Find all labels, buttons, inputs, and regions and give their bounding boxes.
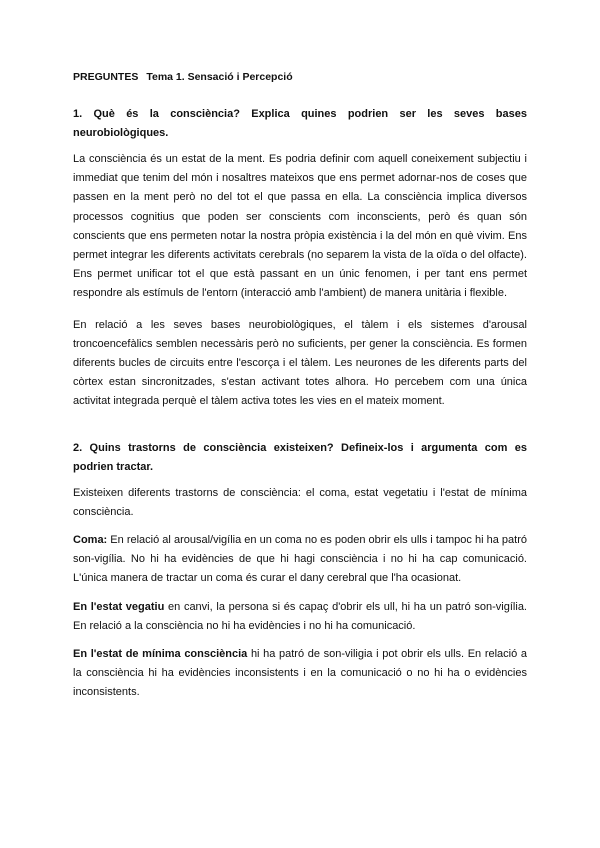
vegetative-text: en canvi, la persona si és capaç d'obrir els ull, hi ha un patró son-vigília. En relació a la consciència no hi ha evidències i no hi ha comunicació.: [73, 600, 527, 632]
minimal-consciousness-paragraph: [73, 645, 527, 703]
question-2-intro: Existeixen diferents trastorns de consciència: el coma, estat vegetatiu i l'estat de mínima consciència.: [73, 486, 527, 518]
question-2-title: 2. Quins trastorns de consciència existeixen? Defineix-los i argumenta com es podrien tractar.: [73, 441, 527, 473]
question-1-paragraph-1: La consciència és un estat de la ment. Es podria definir com aquell coneixement subjectiu i immediat que tenim del món i nosaltres mateixos que ens permet adornar-nos de coses que passen en la ment però no del tot el que passa en ella. La consciència implica diversos processos cognitius que poden ser conscients com inconscients, però és quan són conscients que ens permeten notar la nostra pròpia existència i la del món en què vivim. Ens permet integrar les diferents activitats cerebrals (no separem la vista de la oïda o del olfacte). Ens permet unificar tot el que està passant en un únic fenomen, i per tant ens permet respondre als estímuls de l'entorn (interacció amb l'ambient) de manera unitària i flexible.: [73, 153, 527, 300]
vegetative-label: En l'estat vegatiu: [73, 600, 165, 613]
document-content: [73, 71, 527, 703]
minimal-consciousness-text: hi ha patró de son-viligia i pot obrir els ulls. En relació a la consciència hi ha evidències inconsistents i en la comunicació o no hi ha o evidències inconsistents.: [73, 648, 527, 699]
vegetative-paragraph: [73, 598, 527, 636]
coma-text: En relació al arousal/vigília en un coma no es poden obrir els ulls i tampoc hi ha patró son-vigília. No hi ha evidències de que hi hagi consciència i no hi ha cap comunicació. L'única manera de tractar un coma és curar el dany cerebral que l'ha ocasionat.: [73, 534, 527, 585]
question-1-title: 1. Què és la consciència? Explica quines podrien ser les seves bases neurobiològiques.: [73, 108, 527, 139]
minimal-consciousness-label: En l'estat de mínima consciència: [73, 648, 248, 661]
coma-label: Coma:: [73, 534, 108, 547]
header-topic: Tema 1. Sensació i Percepció: [146, 71, 293, 83]
header-label: PREGUNTES: [73, 71, 139, 83]
coma-paragraph: [73, 531, 527, 589]
question-1-paragraph-2: En relació a les seves bases neurobiològiques, el tàlem i els sistemes d'arousal troncoencefàlics semblen necessàris però no suficients, per gener la consciència. Es formen diferents bucles de circuits entre l'escorça i el tàlem. Les neurones de les diferents parts del còrtex estan sincronitzades, s'estan activant totes alhora. Ho percebem com una única activitat integrada perquè el tàlem activa totes les vies en el mateix moment.: [73, 318, 527, 408]
document-header: [73, 71, 527, 83]
